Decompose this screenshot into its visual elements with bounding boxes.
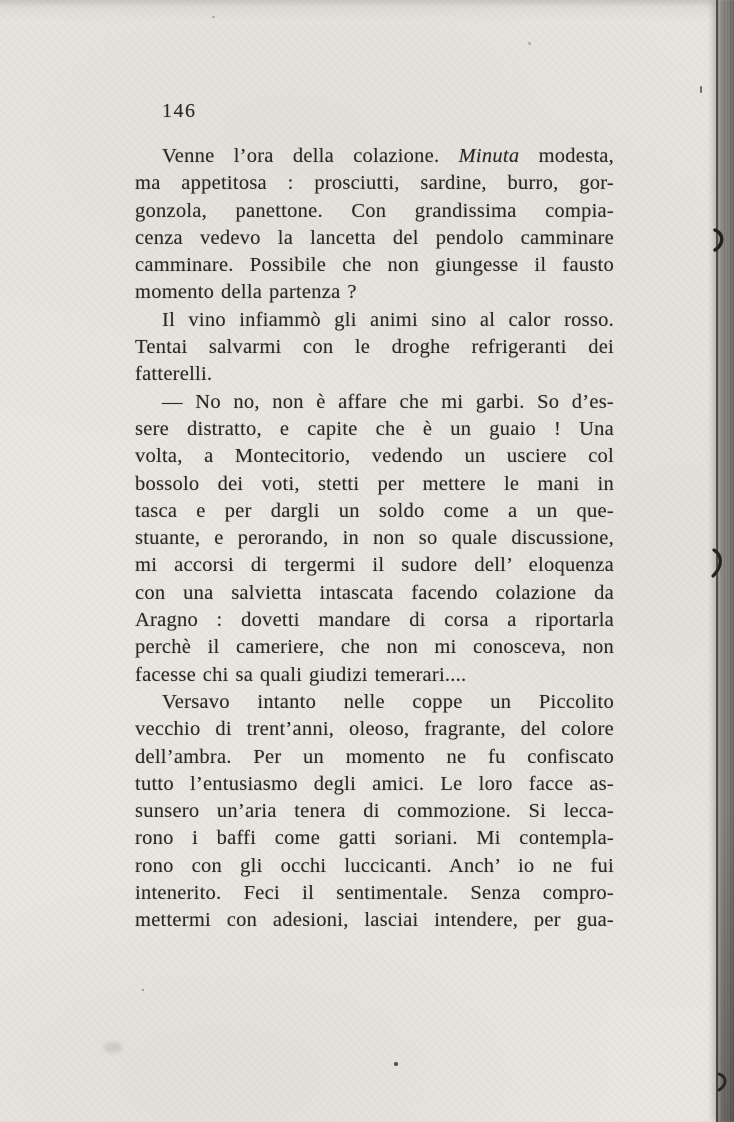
paper-speck [528, 42, 531, 45]
text-line: intenerito. Feci il sentimentale. Senza compro- [135, 882, 614, 905]
paper-speck [394, 1062, 398, 1066]
text-line: tutto l’entusiasmo degli amici. Le loro facce as- [135, 772, 614, 795]
text-line: camminare. Possibile che non giungesse il fausto [135, 254, 614, 277]
text-segment: Venne l’ora della colazione. [162, 145, 440, 167]
text-line: dell’ambra. Per un momento ne fu confiscato [135, 745, 614, 768]
text-line: rono con gli occhi luccicanti. Anch’ io ne fui [135, 854, 614, 877]
text-line: Aragno : dovetti mandare di corsa a riportarla [135, 609, 614, 632]
text-segment: modesta, [538, 145, 615, 167]
text-line: momento della partenza ? [135, 281, 357, 304]
text-line: mi accorsi di tergermi il sudore dell’ eloquenza [135, 554, 614, 577]
text-line: Il vino infiammò gli animi sino al calor rosso. [162, 308, 614, 331]
paragraph [135, 689, 614, 935]
text-line: vecchio di trent’anni, oleoso, fragrante, del colore [135, 718, 614, 741]
paper-speck [700, 86, 702, 93]
page-curl-mark [713, 228, 727, 252]
text-line: mettermi con adesioni, lasciai intendere, per gua- [135, 909, 614, 932]
paragraph [135, 143, 614, 307]
text-line [135, 143, 614, 170]
text-line: Versavo intanto nelle coppe un Piccolito [162, 690, 614, 713]
text-line: sere distratto, e capite che è un guaio ! Una [135, 417, 614, 440]
text-block [135, 143, 614, 935]
text-line: rono i baffi come gatti soriani. Mi contempla- [135, 827, 614, 850]
text-line: cenza vedevo la lancetta del pendolo camminare [135, 226, 614, 249]
italic-word: Minuta [458, 145, 520, 167]
paper-speck [142, 989, 144, 991]
text-line: perchè il cameriere, che non mi conosceva, non [135, 636, 614, 659]
text-line: volta, a Montecitorio, vedendo un usciere col [135, 445, 614, 468]
text-line: gonzola, panettone. Con grandissima compia- [135, 199, 614, 222]
text-line: bossolo dei voti, stetti per mettere le mani in [135, 472, 614, 495]
paper-speck [212, 16, 215, 18]
text-line: stuante, e perorando, in non so quale discussione, [135, 527, 614, 550]
page-curl-mark [711, 548, 725, 578]
page-number: 146 [162, 100, 197, 122]
page-curl-mark [717, 1072, 729, 1092]
text-line: facesse chi sa quali giudizi temerari.... [135, 663, 467, 686]
text-line: — No no, non è affare che mi garbi. So d’es- [162, 390, 614, 413]
text-line: tasca e per dargli un soldo come a un que- [135, 499, 614, 522]
text-line: con una salvietta intascata facendo colazione da [135, 581, 614, 604]
paper-smudge [106, 1044, 120, 1051]
text-line: fatterelli. [135, 363, 213, 386]
paragraph [135, 389, 614, 689]
paragraph [135, 307, 614, 389]
text-line: ma appetitosa : prosciutti, sardine, burro, gor- [135, 172, 614, 195]
text-line: Tentai salvarmi con le droghe refrigeranti dei [135, 336, 614, 359]
text-line: sunsero un’aria tenera di commozione. Si lecca- [135, 800, 614, 823]
